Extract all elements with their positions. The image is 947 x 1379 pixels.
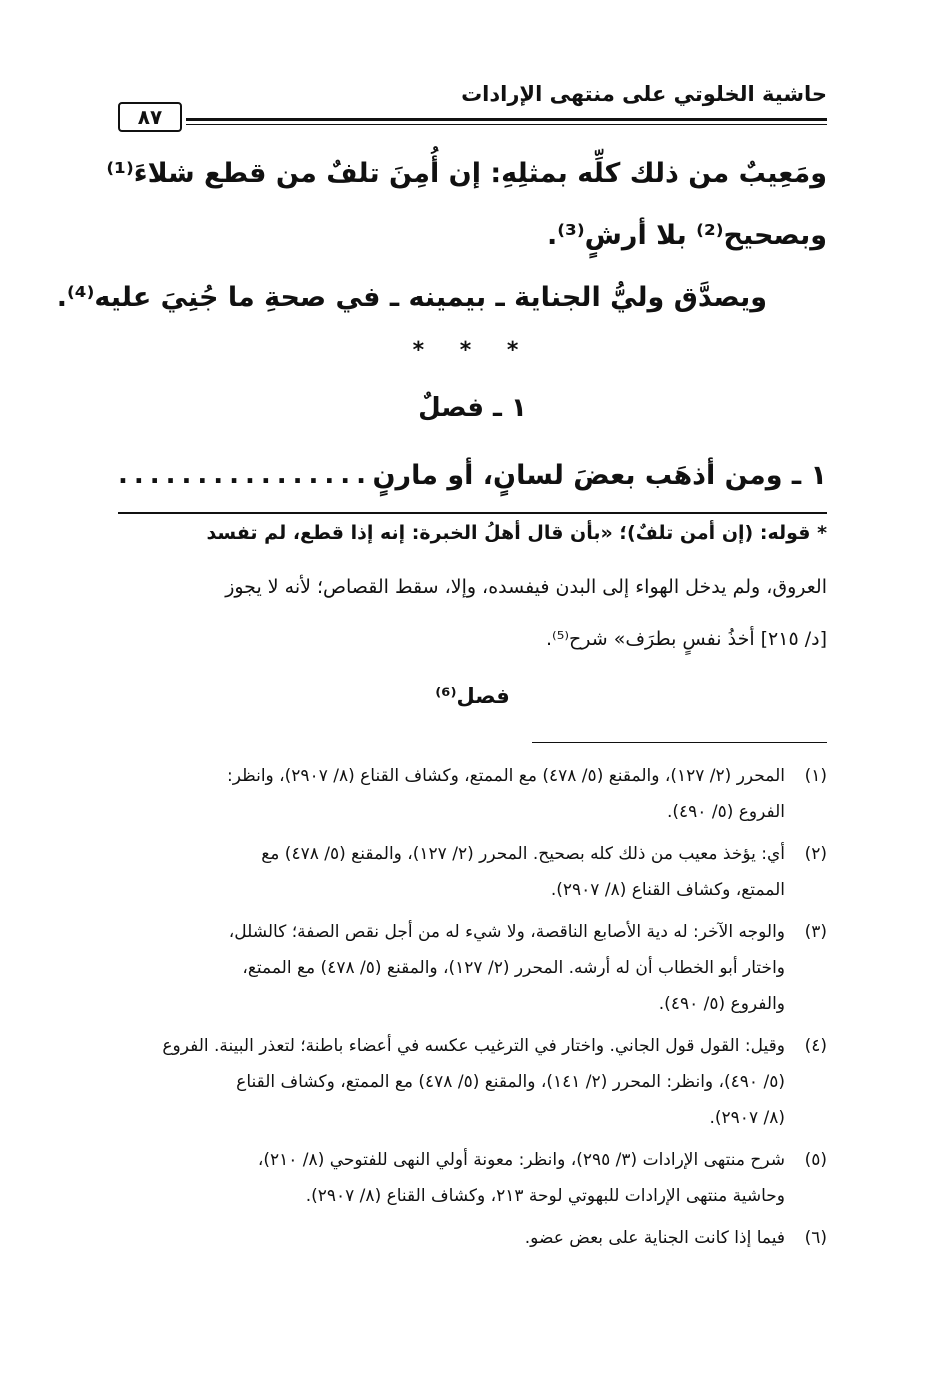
footnote-line: فيما إذا كانت الجناية على بعض عضو. — [524, 1228, 785, 1248]
footnote-line: واختار أبو الخطاب أن له أرشه. المحرر (٢/ ١٢٧)، والمقنع (٥/ ٤٧٨) مع الممتع، — [242, 958, 785, 978]
page-number: ٨٧ — [118, 102, 182, 132]
commentary-line: * قوله: (إن أمن تلفٌ)؛ «بأن قال أهلُ الخبرة: إنه إذا قطع، لم تفسد — [206, 522, 827, 544]
footnote-number: (٢) — [804, 844, 827, 864]
section-heading: ١ ـ فصلٌ — [418, 393, 527, 423]
footnote-line: الفروع (٥/ ٤٩٠). — [666, 802, 785, 822]
running-title: حاشية الخلوتي على منتهى الإرادات — [461, 82, 827, 106]
commentary-block — [118, 522, 827, 722]
footnote-line: المحرر (٢/ ١٢٧)، والمقنع (٥/ ٤٧٨) مع الممتع، وكشاف القناع (٨/ ٢٩٠٧)، وانظر: — [227, 766, 785, 786]
footnote-line: (٨/ ٢٩٠٧). — [709, 1108, 785, 1128]
matn-item-line: ١ ـ ومن أذهَب بعضَ لسانٍ، أو مارنٍ — [372, 460, 827, 491]
footnote-line: والفروع (٥/ ٤٩٠). — [658, 994, 785, 1014]
footnote-line: والوجه الآخر: له دية الأصابع الناقصة، ولا شيء له من أجل نقص الصفة؛ كالشلل، — [228, 922, 785, 942]
footnote-line: وقيل: القول قول الجاني. واختار في الترغيب عكسه في أعضاء باطنة؛ لتعذر البينة. الفروع — [162, 1036, 785, 1056]
footnote — [118, 1142, 827, 1214]
footnote-number: (٤) — [804, 1036, 827, 1056]
commentary-section-heading: فصل⁽⁶⁾ — [435, 684, 510, 708]
leader-dots: ................ — [118, 460, 373, 490]
footnote — [118, 836, 827, 908]
footnote-number: (٥) — [804, 1150, 827, 1170]
footnote-number: (٦) — [804, 1228, 827, 1248]
footnote — [118, 914, 827, 1022]
footnote-line: وحاشية منتهى الإرادات للبهوتي لوحة ٢١٣، وكشاف القناع (٨/ ٢٩٠٧). — [305, 1186, 785, 1206]
section-separator-stars: * * * — [412, 338, 533, 363]
commentary-line: [د/ ٢١٥] أخذُ نفسٍ بطرَف» شرح⁽⁵⁾. — [546, 628, 827, 650]
footnote-line: شرح منتهى الإرادات (٣/ ٢٩٥)، وانظر: معونة أولي النهى للفتوحي (٨/ ٢١٠)، — [257, 1150, 785, 1170]
matn-line: ومَعِيبٌ من ذلك كلِّه بمثلِهِ: إن أُمِنَ تلفٌ من قطع شلاءَ⁽¹⁾ — [106, 158, 827, 189]
matn-commentary-divider — [118, 512, 827, 514]
footnote — [118, 1028, 827, 1136]
footnote — [118, 758, 827, 830]
footnote-number: (٣) — [804, 922, 827, 942]
footnote-line: أي: يؤخذ معيب من ذلك كله بصحيح. المحرر (٢/ ١٢٧)، والمقنع (٥/ ٤٧٨) مع — [261, 844, 785, 864]
footnote-line: الممتع، وكشاف القناع (٨/ ٢٩٠٧). — [550, 880, 785, 900]
footnotes — [118, 758, 827, 1256]
matn-line: ويصدَّق وليُّ الجناية ـ بيمينه ـ في صحةِ ما جُنِيَ عليه⁽⁴⁾. — [56, 282, 767, 313]
footnote-number: (١) — [804, 766, 827, 786]
footnote — [118, 1220, 827, 1256]
footnote-separator — [532, 742, 827, 743]
commentary-line: العروق، ولم يدخل الهواء إلى البدن فيفسده، وإلا، سقط القصاص؛ لأنه لا يجوز — [225, 576, 827, 598]
footnote-line: (٥/ ٤٩٠)، وانظر: المحرر (٢/ ١٤١)، والمقنع (٥/ ٤٧٨) مع الممتع، وكشاف القناع — [236, 1072, 785, 1092]
matn-line: وبصحيح⁽²⁾ بلا أرشٍ⁽³⁾. — [546, 220, 827, 251]
matn-block — [56, 0, 827, 520]
